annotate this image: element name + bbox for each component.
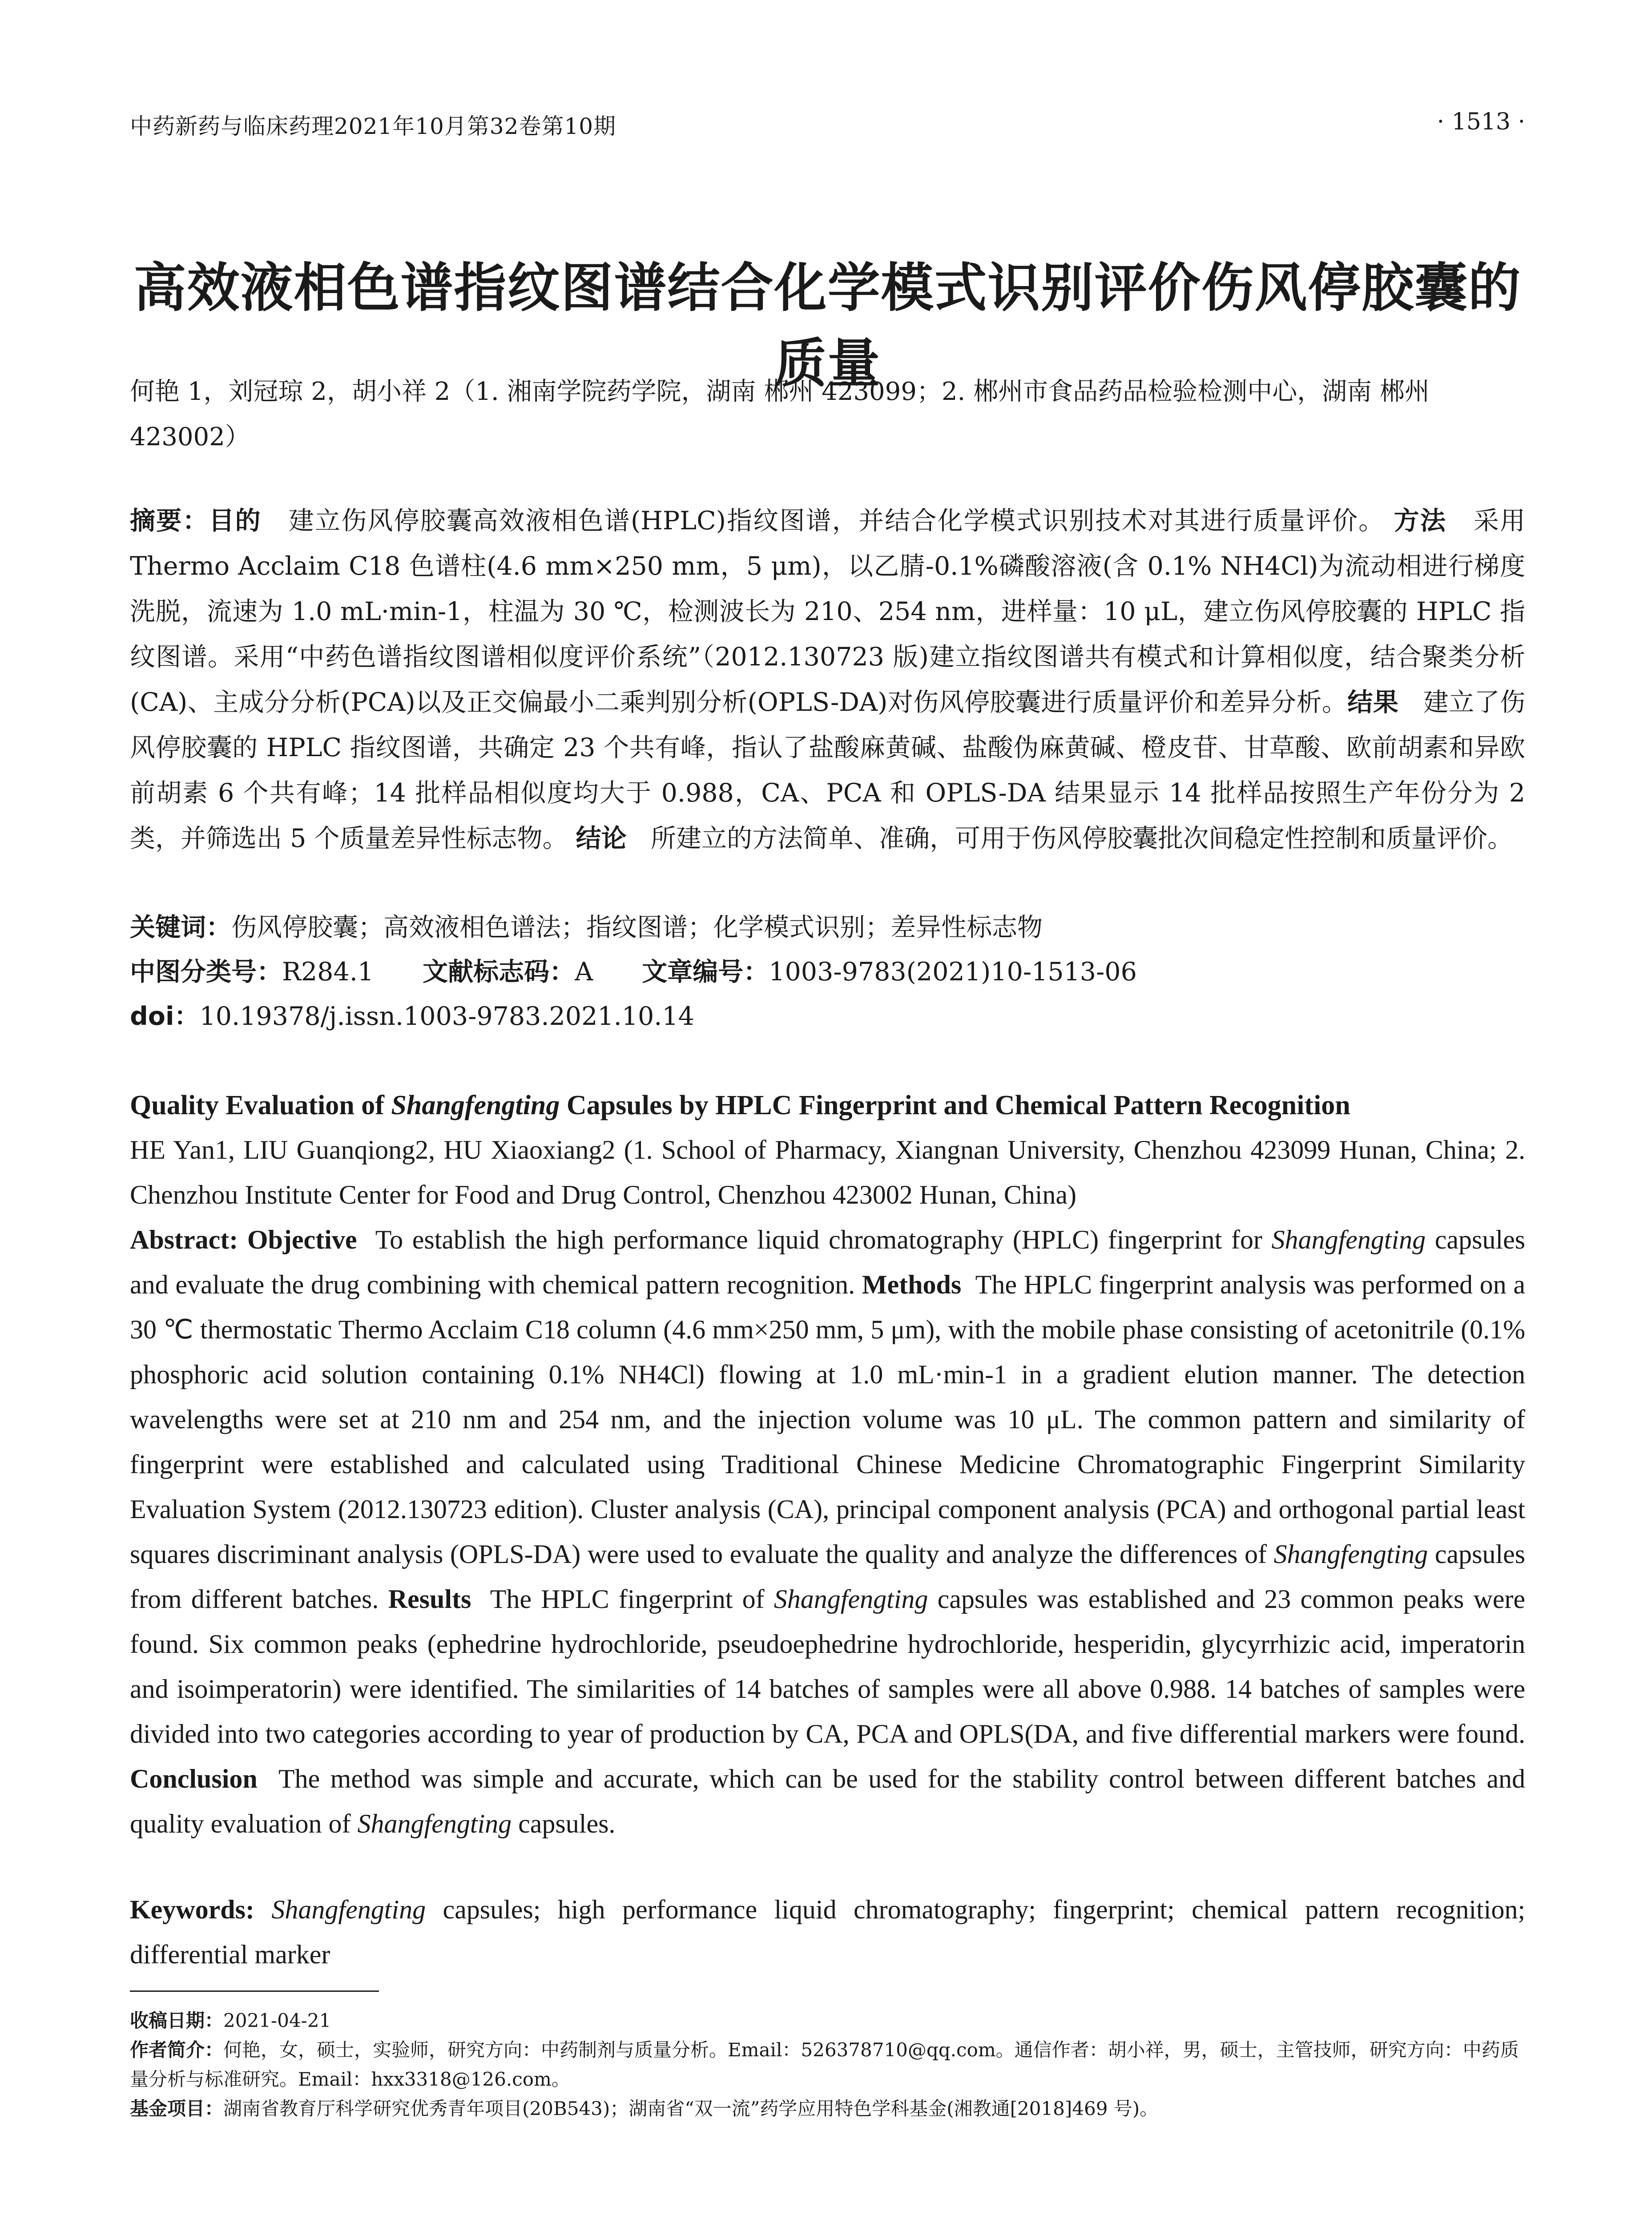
title-en-pre: Quality Evaluation of (130, 1090, 391, 1120)
clc-value: R284.1 (282, 957, 374, 987)
authors-chinese: 何艳 1，刘冠琼 2，胡小祥 2（1. 湘南学院药学院，湖南 郴州 423099；2. 郴州市食品药品检验检测中心，湖南 郴州 423002） (130, 377, 1430, 451)
author-bio-label: 作者简介： (130, 2039, 224, 2061)
doc-code-label: 文献标志码： (423, 957, 575, 987)
abstract-en-label: Abstract: (130, 1225, 238, 1254)
doi-value[interactable]: 10.19378/j.issn.1003-9783.2021.10.14 (199, 1002, 694, 1031)
page-number: · 1513 · (1437, 109, 1525, 135)
results-en-label: Results (388, 1584, 471, 1614)
paper-title-english (130, 1083, 1525, 1128)
results-en-italic: Shangfengting (774, 1584, 928, 1614)
results-label: 结果 (1347, 688, 1399, 717)
objective-en-label: Objective (247, 1225, 357, 1254)
methods-text: 采用 Thermo Acclaim C18 色谱柱(4.6 mm×250 mm，5 μm)，以乙腈-0.1%磷酸溶液(含 0.1% NH4Cl)为流动相进行梯度洗脱，流速为 1.0 mL·min-1，柱温为 30 ℃，检测波长为 210、254 nm，进样量：10 μL，建立伤风停胶囊的 HPLC 指纹图谱。采用“中药色谱指纹图谱相似度评价系统”（2012.130723 版)建立指纹图谱共有模式和计算相似度，结合聚类分析(CA)、主成分分析(PCA)以及正交偏最小二乘判别分析(OPLS-DA)对伤风停胶囊进行质量评价和差异分析。 (130, 506, 1526, 717)
title-en-italic: Shangfengting (391, 1090, 560, 1120)
article-number-label: 文章编号： (642, 957, 769, 987)
keywords-chinese (130, 905, 1525, 950)
conclusion-en-text: The method was simple and accurate, which can be used for the stability control between different batches and quality evaluation of (130, 1764, 1526, 1838)
received-date (130, 2006, 1525, 2035)
fund-text: 湖南省教育厅科学研究优秀青年项目(20B543)；湖南省“双一流”药学应用特色学科基金(湘教通[2018]469 号)。 (223, 2098, 1159, 2119)
title-en-post: Capsules by HPLC Fingerprint and Chemical Pattern Recognition (560, 1090, 1350, 1120)
classification-line (130, 950, 1525, 994)
objective-label: 目的 (209, 506, 262, 536)
objective-en-italic: Shangfengting (1271, 1225, 1426, 1254)
methods-en-text: The HPLC fingerprint analysis was performed on a 30 ℃ thermostatic Thermo Acclaim C18 column (4.6 mm×250 mm, 5 μm), with the mobile phase consisting of acetonitrile (0.1% phosphoric acid solution containing 0.1% NH4Cl) flowing at 1.0 mL·min-1 in a gradient elution manner. The detection wavelengths were set at 210 nm and 254 nm, and the injection volume was 10 μL. The common pattern and similarity of fingerprint were established and calculated using Traditional Chinese Medicine Chromatographic Fingerprint Similarity Evaluation System (2012.130723 edition). Cluster analysis (CA), principal component analysis (PCA) and orthogonal partial least squares discriminant analysis (OPLS-DA) were used to evaluate the quality and analyze the differences of (130, 1270, 1526, 1569)
author-bio-text: 何艳，女，硕士，实验师，研究方向：中药制剂与质量分析。Email：526378710@qq.com。通信作者：胡小祥，男，硕士，主管技师，研究方向：中药质量分析与标准研究。Email：hxx3318@126.com。 (130, 2039, 1519, 2090)
paper-title: 高效液相色谱指纹图谱结合化学模式识别评价伤风停胶囊的质量 (133, 257, 1522, 394)
conclusion-en-italic: Shangfengting (357, 1809, 512, 1838)
keywords-english (130, 1887, 1525, 1977)
conclusion-en-label: Conclusion (130, 1764, 258, 1793)
methods-label: 方法 (1394, 506, 1447, 536)
objective-text: 建立伤风停胶囊高效液相色谱(HPLC)指纹图谱，并结合化学模式识别技术对其进行质量评价。 (288, 506, 1385, 536)
results-en-text: The HPLC fingerprint of (490, 1584, 774, 1614)
keywords-en-italic: Shangfengting (271, 1895, 426, 1924)
doi-label: doi： (130, 1002, 200, 1031)
abstract-label: 摘要： (130, 506, 209, 536)
clc-label: 中图分类号： (130, 957, 282, 987)
methods-en-italic: Shangfengting (1273, 1539, 1428, 1569)
abstract-english (130, 1217, 1525, 1846)
authors-english: HE Yan1, LIU Guanqiong2, HU Xiaoxiang2 (1. School of Pharmacy, Xiangnan University, Chenzhou 423099 Hunan, China; 2. Chenzhou Institute Center for Food and Drug Control, Chenzhou 423002 Hunan, China) (130, 1135, 1525, 1209)
results-en-text-end: capsules was established and 23 common peaks were found. Six common peaks (ephedrine hydrochloride, pseudoephedrine hydrochloride, hesperidin, glycyrrhizic acid, imperatorin and isoimperatorin) were identified. The similarities of 14 batches of samples were all above 0.988. 14 batches of samples were divided into two categories according to year of production by CA, PCA and OPLS(DA, and five differential markers were found. (130, 1584, 1526, 1749)
objective-en-text: To establish the high performance liquid chromatography (HPLC) fingerprint for (375, 1225, 1272, 1254)
objective-en-text-end: capsules and evaluate the drug combining with chemical pattern recognition. (130, 1225, 1526, 1299)
methods-en-label: Methods (862, 1270, 962, 1299)
fund-label: 基金项目： (130, 2098, 224, 2119)
fund-info (130, 2094, 1525, 2123)
keywords-text: 伤风停胶囊；高效液相色谱法；指纹图谱；化学模式识别；差异性标志物 (231, 913, 1043, 942)
footnote-divider (130, 1990, 379, 1992)
methods-en-text-end: capsules from different batches. (130, 1539, 1525, 1614)
author-bio (130, 2035, 1525, 2094)
keywords-en-label: Keywords: (130, 1895, 254, 1924)
doc-code-value: A (575, 957, 593, 987)
conclusion-label: 结论 (576, 824, 627, 853)
article-number-value: 1003-9783(2021)10-1513-06 (769, 957, 1137, 987)
footnotes (130, 2006, 1525, 2123)
abstract-chinese (130, 498, 1525, 861)
journal-header: 中药新药与临床药理2021年10月第32卷第10期 (130, 113, 616, 139)
keywords-en-text: capsules; high performance liquid chromatography; fingerprint; chemical pattern recognition; differential marker (130, 1895, 1525, 1969)
doi-line (130, 994, 1525, 1039)
received-label: 收稿日期： (130, 2010, 224, 2031)
conclusion-en-text-end: capsules. (512, 1809, 616, 1838)
keywords-label: 关键词： (130, 913, 231, 942)
conclusion-text: 所建立的方法简单、准确，可用于伤风停胶囊批次间稳定性控制和质量评价。 (651, 824, 1513, 853)
received-value: 2021-04-21 (223, 2010, 331, 2031)
results-text: 建立了伤风停胶囊的 HPLC 指纹图谱，共确定 23 个共有峰，指认了盐酸麻黄碱、盐酸伪麻黄碱、橙皮苷、甘草酸、欧前胡素和异欧前胡素 6 个共有峰；14 批样品相似度均大于 0.988，CA、PCA 和 OPLS-DA 结果显示 14 批样品按照生产年份分为 2 类，并筛选出 5 个质量差异性标志物。 (130, 688, 1526, 853)
